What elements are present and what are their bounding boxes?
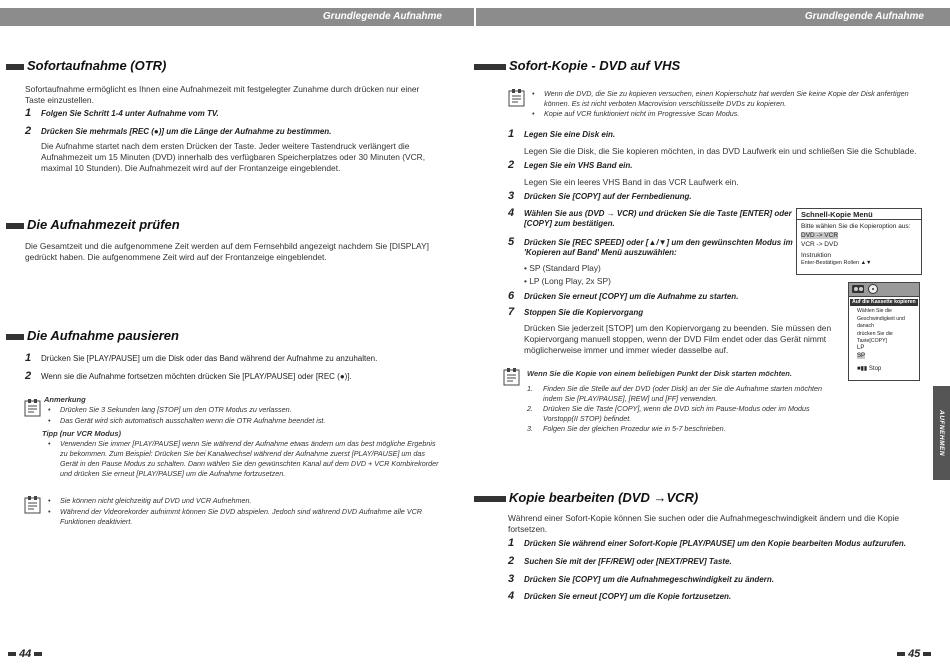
menu2-stop: ■▮▮ Stop xyxy=(857,366,882,373)
note-item: Drücken Sie 3 Sekunden lang [STOP] um den OTR Modus zu verlassen. xyxy=(60,405,292,414)
copy-note: • Wenn die DVD, die Sie zu kopieren versuchen, einen Kopierschutz hat werden Sie keine Kopie der Disk anfertigen können. Es ist nicht verboten Macrovision verschlüsselte DVDs zu kopieren. • Kopie auf VCR funktioniert nicht im Progressive Scan Modus. xyxy=(530,89,930,120)
note-icon xyxy=(24,495,41,514)
menu2-title: Auf die Kassette kopieren xyxy=(850,299,918,306)
section-title-edit: Kopie bearbeiten (DVD →VCR) xyxy=(474,490,698,505)
copy-step-2: 2 Legen Sie ein VHS Band ein. xyxy=(508,159,633,171)
menu-option-vcr-dvd[interactable]: VCR -> DVD xyxy=(801,241,839,248)
section-title-check: Die Aufnahmezeit prüfen xyxy=(6,217,180,232)
menu-icon-bar xyxy=(849,283,919,297)
page-number-right: 45 xyxy=(897,648,931,660)
edit-step-3: 3 Drücken Sie [COPY] um die Aufnahmegeschwindigkeit zu ändern. xyxy=(508,573,774,585)
menu-instruction: Instruktion xyxy=(801,252,831,259)
section-title-otr: Sofortaufnahme (OTR) xyxy=(6,58,166,73)
copy-to-tape-menu xyxy=(848,282,920,381)
note-item: Wenn die DVD, die Sie zu kopieren versuchen, einen Kopierschutz hat werden Sie keine Kopie der Disk anfertigen können. Es ist nicht verboten Macrovision verschlüsselte DVDs zu kopieren. xyxy=(544,89,909,108)
note-item: Kopie auf VCR funktioniert nicht im Progressive Scan Modus. xyxy=(544,109,740,118)
menu-prompt: Bitte wählen Sie die Kopieroption aus: xyxy=(801,223,911,230)
header-left: Grundlegende Aufnahme xyxy=(0,8,474,26)
note-icon xyxy=(508,88,525,107)
tape-disc-icon xyxy=(849,283,889,295)
note-heading: Wenn Sie die Kopie von einem beliebigen Punkt der Disk starten möchten. xyxy=(527,369,792,378)
header-right: Grundlegende Aufnahme xyxy=(476,8,950,26)
copy-note-2: Wenn Sie die Kopie von einem beliebigen Punkt der Disk starten möchten. 1. Finden Sie die Stelle auf der DVD (oder Disk) an der Sie die Aufnahme starten möchten indem Sie [PLAY/PAUSE], [REW] und [FF] verwenden. 2. Drücken Sie die Taste [COPY], wenn die DVD sich im Pause-Modus oder im Modus Vorstopp(II STOP) befindet. 3. Folgen Sie der gleichen Prozedur wie in 5-7 beschrieben. xyxy=(527,369,847,434)
pause-note: Anmerkung • Drücken Sie 3 Sekunden lang [STOP] um den OTR Modus zu verlassen. • Das Gerät wird sich automatisch ausschalten wenn die OTR Aufnahme beendet ist. Tipp (nur VCR Modus) • Verwenden Sie immer [PLAY/PAUSE] wenn Sie während der Aufnahme etwas ändern um das best mögliche Ergebnis zu bekommen. Zum Beispiel: Drücken Sie bei Kanalwechsel während der Aufnahme zuerst [PLAY/PAUSE] um das Gerät in den Pause Modus zu schalten. Dann wählen Sie den gewünschten Kanal auf dem DVD + VCR Kombirekorder und drücken Sie erneut [PLAY/PAUSE] um die Aufnahme fortzusetzen. xyxy=(44,395,444,479)
otr-description: Die Aufnahme startet nach dem ersten Drücken der Taste. Jeder weitere Tastendruck verlängert die Aufnahmezeit um 15 Minuten (DVD) innerhalb des verfügbaren Speicherplatzes oder 30 Minuten (VCR, maximal 10 Stunden). Die Aufnahmezeit wird auf der Frontanzeige eingeblendet. xyxy=(41,141,426,173)
copy-step-6: 6 Drücken Sie erneut [COPY] um die Aufnahme zu starten. xyxy=(508,290,739,302)
edit-intro: Während einer Sofort-Kopie können Sie suchen oder die Aufnahmegeschwindigkeit ändern und die Kopie fortsetzen. xyxy=(508,513,900,534)
tip-text: Verwenden Sie immer [PLAY/PAUSE] wenn Sie während der Aufnahme etwas ändern um das best mögliche Ergebnis zu bekommen. Zum Beispiel: Drücken Sie bei Kanalwechsel während der Aufnahme zuerst [PLAY/PAUSE] um das Gerät in den Pause Modus zu schalten. Dann wählen Sie den gewünschten Kanal auf dem DVD + VCR Kombirekorder und drücken Sie erneut [PLAY/PAUSE] um die Aufnahme fortzusetzen. xyxy=(60,439,439,478)
note-heading: Anmerkung xyxy=(44,395,86,404)
copy-step-1-desc: Legen Sie die Disk, die Sie kopieren möchten, in das DVD Laufwerk ein und schließen Sie die Schublade. xyxy=(524,146,917,156)
menu-option-dvd-vcr[interactable]: DVD -> VCR xyxy=(801,232,839,239)
edit-step-4: 4 Drücken Sie erneut [COPY] um die Kopie fortzusetzen. xyxy=(508,590,732,602)
menu-instruction-keys: Enter-Bestätigen Rollen ▲▼ xyxy=(801,260,872,266)
note-icon xyxy=(24,398,41,417)
otr-step-1: 1 Folgen Sie Schritt 1-4 unter Aufnahme vom TV. xyxy=(25,107,219,119)
check-text: Die Gesamtzeit und die aufgenommene Zeit werden auf dem Fernsehbild angezeigt nachdem Sie [DISPLAY] gedrückt haben. Die aufgenommene Zeit wird auf der Frontanzeige eingeblendet. xyxy=(25,241,429,262)
otr-step-2: 2 Drücken Sie mehrmals [REC (●)] um die Länge der Aufnahme zu bestimmen. xyxy=(25,125,332,137)
edit-step-1: 1 Drücken Sie während einer Sofort-Kopie [PLAY/PAUSE] um den Kopie bearbeiten Modus aufzurufen. xyxy=(508,537,906,549)
copy-step-3: 3 Drücken Sie [COPY] auf der Fernbedienung. xyxy=(508,190,692,202)
pause-step-1: 1 Drücken Sie [PLAY/PAUSE] um die Disk oder das Band während der Aufnahme zu anzuhalten. xyxy=(25,352,378,364)
section-title-copy: Sofort-Kopie - DVD auf VHS xyxy=(474,58,680,73)
note-item: Während der Videorekorder aufnimmt können Sie DVD abspielen. Jedoch sind während DVD Aufnahme alle VCR Funktionen deaktiviert. xyxy=(60,507,422,526)
quick-copy-menu xyxy=(796,208,922,275)
page-number-left: 44 xyxy=(8,648,42,660)
note-item: Finden Sie die Stelle auf der DVD (oder Disk) an der Sie die Aufnahme starten möchten indem Sie [PLAY/PAUSE], [REW] und [FF] verwenden. xyxy=(543,384,822,403)
copy-step-7-desc: Drücken Sie jederzeit [STOP] um den Kopiervorgang zu beenden. Sie müssen den Kopiervorgang manuell stoppen, wenn der DVD Film endet oder das Gerät nimmt möglicherweise immer und immer wieder dasselbe auf. xyxy=(524,323,832,355)
edit-step-2: 2 Suchen Sie mit der [FF/REW] oder [NEXT/PREV] Taste. xyxy=(508,555,732,567)
side-tab-aufnehmen: AUFNEHMEN xyxy=(933,386,950,480)
menu2-option-lp[interactable]: LP xyxy=(857,345,865,352)
copy-step-4: 4 Wählen Sie aus (DVD → VCR) und drücken Sie die Taste [ENTER] oder [COPY] zum bestätigen. xyxy=(508,207,792,228)
copy-step-2-desc: Legen Sie ein leeres VHS Band in das VCR Laufwerk ein. xyxy=(524,177,739,187)
copy-step-7: 7 Stoppen Sie die Kopiervorgang xyxy=(508,306,644,318)
pause-step-2: 2 Wenn sie die Aufnahme fortsetzen möchten drücken Sie [PLAY/PAUSE] oder [REC (●)]. xyxy=(25,370,352,382)
note-item: Sie können nicht gleichzeitig auf DVD und VCR Aufnehmen. xyxy=(60,496,252,505)
menu2-line: Wählen Sie die xyxy=(857,308,892,315)
section-title-pause: Die Aufnahme pausieren xyxy=(6,328,179,343)
copy-mode-list: • SP (Standard Play) • LP (Long Play, 2x SP) xyxy=(524,263,611,286)
menu2-option-sp[interactable]: SP xyxy=(857,352,866,359)
note-item: Drücken Sie die Taste [COPY], wenn die DVD sich im Pause-Modus oder im Modus Vorstopp(II STOP) befindet. xyxy=(543,404,810,423)
note-item: Folgen Sie der gleichen Prozedur wie in 5-7 beschrieben. xyxy=(543,424,726,433)
otr-intro: Sofortaufnahme ermöglicht es Ihnen eine Aufnahmezeit mit festgelegter Zunahme durch drücken nur einer Taste einzustellen. xyxy=(25,84,420,105)
note-item: Das Gerät wird sich automatisch ausschalten wenn die OTR Aufnahme beendet ist. xyxy=(60,416,326,425)
menu2-line: drücken Sie die Taste[COPY] xyxy=(857,330,893,345)
tip-heading: Tipp (nur VCR Modus) xyxy=(42,429,122,438)
copy-step-5: 5 Drücken Sie [REC SPEED] oder [▲/▼] um den gewünschten Modus im 'Kopieren auf Band' Menü auszuwählen: xyxy=(508,236,793,257)
pause-note-2: • Sie können nicht gleichzeitig auf DVD und VCR Aufnehmen. • Während der Videorekorder aufnimmt können Sie DVD abspielen. Jedoch sind während DVD Aufnahme alle VCR Funktionen deaktiviert. xyxy=(44,496,444,527)
copy-step-1: 1 Legen Sie eine Disk ein. xyxy=(508,128,616,140)
menu-title: Schnell-Kopie Menü xyxy=(797,210,921,220)
note-icon xyxy=(503,367,520,386)
mode-lp: LP (Long Play, 2x SP) xyxy=(529,276,611,286)
mode-sp: SP (Standard Play) xyxy=(529,263,601,273)
menu2-line: Geschwindigkeit und danach xyxy=(857,315,905,330)
